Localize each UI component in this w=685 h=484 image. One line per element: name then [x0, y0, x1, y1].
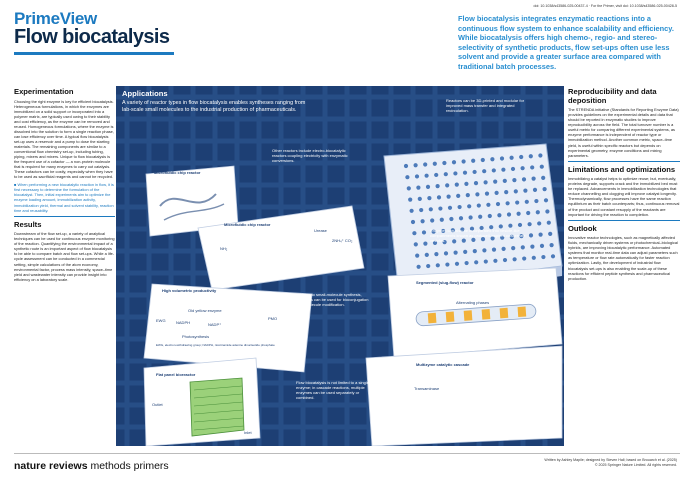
experimentation-heading: Experimentation [14, 87, 74, 96]
reactor-hole [426, 185, 430, 189]
reactor-hole [438, 206, 442, 210]
journal-brand-light: methods primers [87, 460, 169, 472]
label-nh4: 2NH₄⁺ CO₂ [332, 238, 353, 243]
reactor-hole [485, 192, 489, 196]
reactor-hole [484, 180, 488, 184]
reactor-hole [526, 211, 530, 215]
label-ewg: EWG [156, 318, 166, 323]
reactor-hole [511, 167, 515, 171]
reactor-hole [404, 164, 408, 168]
reactor-hole [530, 245, 534, 249]
reactor-hole [519, 155, 523, 159]
reactor-hole [444, 251, 448, 255]
reactor-hole [430, 218, 434, 222]
reactor-hole [452, 160, 456, 164]
doi-line: doi: 10.1038/s43586-025-00437-4 · For the Primer, visit doi: 10.1038/s43586-025-00428-5 [533, 4, 677, 8]
reactor-hole [410, 209, 414, 213]
outlook-body: Innovative reactor technologies, such as magnetically affected fluids, mechanically driven systems or photochemical–biological hybrids, are improving biocatalytic performance. Automated systems that monitor real-time data can adjust parameters such as temperature or flow rate automatically for faster reaction optimization. Lastly, the development of industrial flow biocatalysis set-ups is also enabling the scale-up of these reactions for efficient peptide synthesis and pharmaceutical production. [568, 235, 678, 281]
reactor-hole [507, 212, 511, 216]
reactor-hole [444, 172, 448, 176]
limitations-body: Immobilizing a catalyst helps to optimize reuse; but, eventually, proteins degrade, supports crack and the immobilized bed must be replaced. Advancements in immobilization technologies that reduce channelling and clogging will improve catalyst longevity. Thermodynamically, flow processes have the same reaction equilibrium as their batch counterparts; thus, continuous removal of the product and constant resupply of the reactants are important for driving the reaction to completion. [568, 176, 680, 217]
reactor-hole [426, 264, 430, 268]
reactor-hole [415, 174, 419, 178]
reactor-hole [474, 181, 478, 185]
reactor-hole [482, 169, 486, 173]
reactor-hole [474, 260, 478, 264]
reactor-hole [536, 210, 540, 214]
label-nadp: NADP⁺ [208, 322, 222, 327]
reactor-hole [477, 203, 481, 207]
reactor-hole [521, 245, 525, 249]
reactor-hole [503, 258, 507, 262]
journal-brand [14, 460, 169, 472]
reactor-hole [486, 203, 490, 207]
reactor-hole [514, 189, 518, 193]
results-heading: Results [14, 219, 42, 229]
credit-line: Written by Ashley Mapile; designed by Steven Hall; based on Brouarch et al. (2025) [544, 458, 677, 462]
experimentation-highlight-text: When performing a new biocatalytic reaction in flow, it is first necessary to determine the formulation of the biocatalyst. Then, initial experiments aim to optimize the enzyme loading amount, immobilization activity, immobilization yield, thermal and solvent stability, reaction time and reusability. [14, 182, 114, 213]
title-rule [14, 52, 174, 55]
callout-vesicle: Enzymes can also be incorporated into vesicle-like compartments known as protocell-inspired coacervate vesicles. [430, 228, 526, 244]
reactor-hole [538, 153, 542, 157]
reactor-hole [541, 255, 545, 259]
reactor-hole [532, 256, 536, 260]
label-old-yellow: Old yellow enzyme [188, 308, 222, 313]
reactor-hole [414, 163, 418, 167]
reactor-hole [440, 218, 444, 222]
page-title: Flow biocatalysis [14, 26, 170, 48]
reactor-hole [481, 158, 485, 162]
reactor-hole [506, 201, 510, 205]
footer-rule [14, 453, 680, 454]
reactor-hole [436, 184, 440, 188]
reactor-hole [513, 257, 517, 261]
label-multizyme: Multizyme catalytic cascade [416, 362, 470, 367]
left-column [14, 88, 115, 285]
reactor-hole [436, 263, 440, 267]
reactor-hole [455, 183, 459, 187]
callout-small-molecule: In addition to small-molecule synthesis, biocatalysts can be used for bioconjugation and biomolecule modification. [292, 292, 369, 308]
reactor-hole [502, 247, 506, 251]
reproducibility-heading: Reproducibility and data deposition [568, 87, 657, 105]
label-microfluidic-chip: Microfluidic chip reactor [224, 222, 271, 227]
reactor-hole [455, 262, 459, 266]
reactor-hole [453, 171, 457, 175]
reactor-hole [415, 254, 419, 258]
reactor-hole [458, 205, 462, 209]
reactor-hole [478, 215, 482, 219]
reactor-hole [504, 190, 508, 194]
reactor-hole [482, 248, 486, 252]
label-flat-panel: Flat panel bioreactor [156, 372, 196, 377]
reactor-hole [473, 249, 477, 253]
reactor-hole [416, 186, 420, 190]
label-high-volumetric: High volumetric productivity [162, 288, 217, 293]
applications-panel [116, 86, 564, 446]
reactor-hole [408, 198, 412, 202]
label-nadph: NADPH [176, 320, 191, 325]
reactor-hole [433, 162, 437, 166]
reactor-hole [471, 159, 475, 163]
reactor-hole [445, 183, 449, 187]
reactor-hole [540, 165, 544, 169]
reactor-hole [522, 256, 526, 260]
copyright-line: © 2025 Springer Nature Limited. All rights reserved. [594, 463, 677, 467]
label-alternating: Alternating phases [456, 300, 490, 305]
reactor-hole [544, 198, 548, 202]
label-segmented: Segmented (slug-flow) reactor [416, 280, 474, 285]
experimentation-highlight [14, 182, 115, 212]
label-photosynthesis: Photosynthesis [182, 334, 210, 339]
reactor-hole [534, 199, 538, 203]
reactor-hole [454, 251, 458, 255]
reactor-hole [407, 186, 411, 190]
reactor-hole [547, 221, 551, 225]
reactor-hole [465, 261, 469, 265]
reactor-hole [522, 177, 526, 181]
section-divider [568, 220, 680, 221]
journal-brand-bold: nature reviews [14, 460, 88, 472]
reactor-hole [511, 246, 515, 250]
reactor-hole [484, 259, 488, 263]
reactor-hole [469, 215, 473, 219]
reactor-hole [518, 223, 522, 227]
section-divider [568, 161, 680, 162]
reactor-hole [459, 216, 463, 220]
reactor-hole [493, 259, 497, 263]
reactor-hole [539, 233, 543, 237]
reactor-hole [414, 242, 418, 246]
label-outlet: Outlet [152, 402, 163, 407]
label-microfluidic: Microfluidic chip reactor [154, 170, 201, 175]
section-divider [14, 216, 115, 217]
reactor-hole [548, 232, 552, 236]
multizyme-cascade-card [366, 346, 562, 446]
reactor-hole [473, 170, 477, 174]
reactor-hole [464, 182, 468, 186]
reactor-hole [423, 242, 427, 246]
label-transaminase: Transaminase [414, 386, 440, 391]
reactor-hole [503, 179, 507, 183]
intro-paragraph: Flow biocatalysis integrates enzymatic reactions into a continuous flow system to enhance scalability and efficiency. While biocatalysis offers high chemo-, regio- and stereo-selectivity of synthetic products, flow set-ups often use less solvent and provide a greater surface area compared with traditional batch processes. [458, 14, 674, 71]
reactor-hole [540, 244, 544, 248]
callout-3d-printed: Reactors can be 3D-printed and modular for improved mass transfer and integrated recirculation. [446, 98, 525, 114]
applications-subtitle: A variety of reactor types in flow biocatalysis enables syntheses ranging from lab-scale small molecules to the industrial production of pharmaceuticals. [122, 100, 306, 113]
reactor-hole [492, 248, 496, 252]
reactor-hole [492, 168, 496, 172]
credit-block [544, 458, 677, 468]
reactor-hole [422, 230, 426, 234]
reactor-hole [447, 195, 451, 199]
reactor-hole [467, 204, 471, 208]
reactor-hole [529, 154, 533, 158]
reactor-hole [545, 209, 549, 213]
reactor-hole [425, 253, 429, 257]
reactor-hole [490, 157, 494, 161]
reactor-hole [445, 262, 449, 266]
reactor-hole [442, 161, 446, 165]
reactor-hole [405, 175, 409, 179]
reactor-hole [497, 213, 501, 217]
reactor-hole [533, 188, 537, 192]
reactor-hole [530, 165, 534, 169]
reactor-hole [493, 180, 497, 184]
label-urease: Urease [314, 228, 327, 233]
label-pmo: PMO [268, 316, 278, 321]
reactor-hole [466, 193, 470, 197]
primeview-brand: PrimeView [14, 9, 97, 28]
reactor-hole [423, 162, 427, 166]
reactor-hole [449, 217, 453, 221]
reactor-hole [418, 197, 422, 201]
reactor-hole [434, 173, 438, 177]
reactor-hole [421, 219, 425, 223]
high-volumetric-card [144, 284, 312, 372]
results-body: Downstream of the flow set-up, a variety of analytical techniques can be used for continuous enzyme monitoring of the reaction. Quantifying the environmental impact of a synthetic route is an important aspect of flow biocatalysis to be able to compare batch and flow set-ups. While a life-cycle assessment can be conducted in a commercial setting, simple calculations of the atom economy, environmental factor, process mass intensity, space–time yield and wastewater intensity can provide insight into efficiency on a laboratory scale. [14, 231, 115, 282]
reactor-hole [495, 191, 499, 195]
reactor-hole [523, 189, 527, 193]
reactor-hole [411, 220, 415, 224]
reactor-hole [463, 171, 467, 175]
reactor-hole [496, 202, 500, 206]
reactor-hole [550, 243, 554, 247]
label-nh2: NH₂ [220, 246, 228, 251]
right-column [568, 88, 680, 284]
reactor-hole [500, 156, 504, 160]
experimentation-body: Choosing the right enzyme is key for efficient biocatalysis. Heterogeneous formulations, in which the enzymes are immobilized on a solid support or incorporated into a polymer matrix, are typically used owing to their stability and cost efficiency, as the enzyme can be removed and reused. Homogeneous formulations, where the enzyme is dissolved into the solution to form a single reaction phase, can lose efficiency over time. A typical flow biocatalysis set-up uses a reservoir and a pump to dose the starting materials. The remaining components are similar to a conventional flow chemistry set-up, including tubing, piping, mixers and mixers. Unique to flow biocatalysis is the frequent use of a cofactor — a non-protein molecule that is required for many enzymes to carry out catalysis. These cofactors can be costly, especially when they have to be used as sacrificial reagents and cannot be recycled. [14, 98, 114, 180]
reactor-hole [427, 196, 431, 200]
outlook-heading: Outlook [568, 223, 597, 233]
reactor-hole [510, 156, 514, 160]
callout-multizyme: Flow biocatalysis is not limited to a single enzyme; in cascade reactions, multiple enzymes can be used separately or combined. [296, 380, 369, 401]
reactor-hole [525, 200, 529, 204]
reactor-hole [543, 187, 547, 191]
reactor-hole [512, 178, 516, 182]
applications-heading: Applications [122, 89, 168, 98]
reactor-hole [412, 231, 416, 235]
reactor-hole [517, 212, 521, 216]
reactor-hole [501, 168, 505, 172]
reactor-hole [429, 207, 433, 211]
label-ewg-note: EWG, electron-withdrawing group; NADPH, nicotinamide adenine dinucleotide phosphate [156, 343, 275, 347]
label-inlet: Inlet [244, 430, 252, 435]
reactor-hole [425, 174, 429, 178]
reactor-hole [437, 195, 441, 199]
segmented-reactor-illustration [388, 268, 562, 358]
reactor-hole [475, 192, 479, 196]
reactor-hole [448, 206, 452, 210]
reactor-hole [521, 166, 525, 170]
bullet-icon: ■ [14, 182, 18, 188]
reactor-hole [488, 214, 492, 218]
reactor-hole [537, 221, 541, 225]
reactor-hole [528, 222, 532, 226]
reactor-hole [417, 265, 421, 269]
reactor-hole [463, 250, 467, 254]
reactor-hole [541, 176, 545, 180]
limitations-heading: Limitations and optimizations [568, 164, 676, 174]
reactor-hole [462, 159, 466, 163]
reactor-hole [456, 194, 460, 198]
reactor-hole [532, 177, 536, 181]
reactor-hole [551, 254, 555, 258]
reactor-hole [434, 252, 438, 256]
reproducibility-body: The STRENDA initiative (Standards for Reporting Enzyme Data) provides guidelines on the experimental details and data that should be reported in enzymatic studies to improve reproducibility across the field. The total turnover number is a useful metric for comparing different experimental systems, as enzyme performance is independent of reactor type or immobilization method. Another common metric, space–time yield, is useful within specific reactors but depends on experimental geometry, enzyme conditions and mixing parameters. [568, 107, 679, 158]
reactor-hole [419, 208, 423, 212]
reactor-hole [515, 200, 519, 204]
callout-electro: Other reactors include electro-biocatalytic reactors coupling electricity with enzymatic conversions. [272, 148, 348, 164]
